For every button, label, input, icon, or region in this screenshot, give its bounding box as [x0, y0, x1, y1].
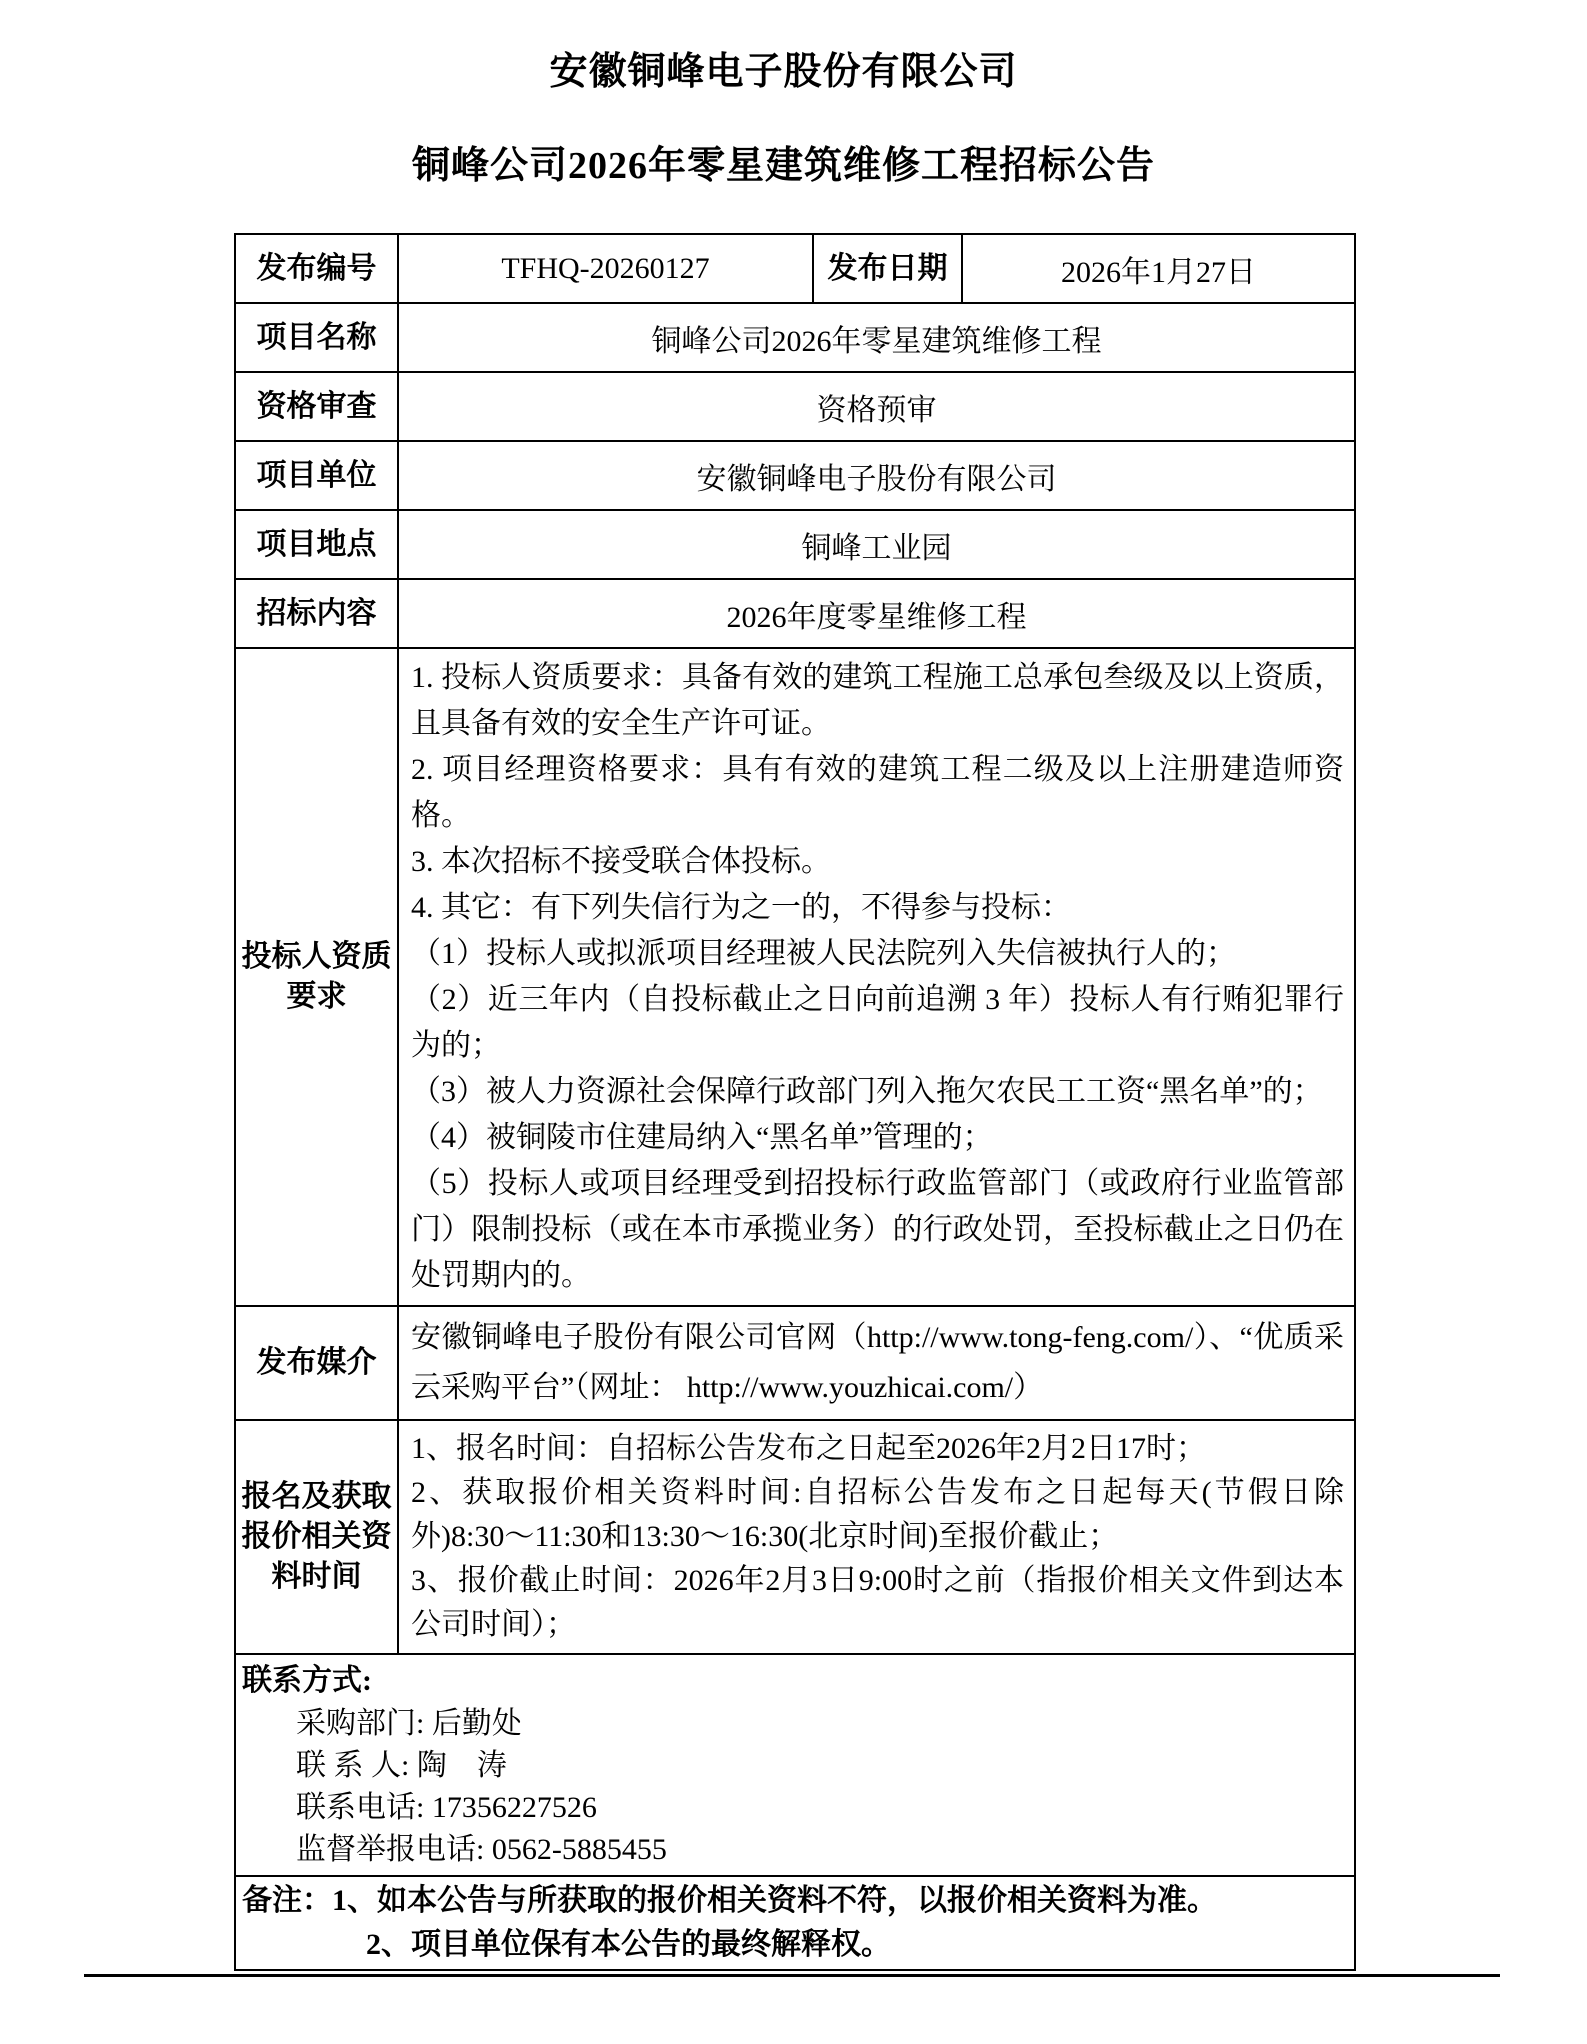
- qualification-item: 3. 本次招标不接受联合体投标。: [411, 845, 831, 878]
- publish-media-text: 安徽铜峰电子股份有限公司官网（http://www.tong-feng.com/）、“优质采云采购平台”（网址： http://www.youzhicai.com/）: [398, 1306, 1355, 1420]
- table-row-project-name: [235, 303, 1355, 372]
- schedule-text: [398, 1420, 1355, 1654]
- doc-subtitle: 铜峰公司2026年零星建筑维修工程招标公告: [411, 145, 1155, 187]
- value-qualification-review: 资格预审: [398, 372, 1355, 441]
- contact-section: [235, 1654, 1355, 1876]
- doc-title: 安徽铜峰电子股份有限公司: [549, 51, 1018, 93]
- qualification-item: 1. 投标人资质要求：具备有效的建筑工程施工总承包叁级及以上资质，且具备有效的安全生产许可证。: [411, 661, 1344, 740]
- qualification-item: （2）近三年内（自投标截止之日向前追溯 3 年）投标人有行贿犯罪行为的；: [411, 983, 1344, 1062]
- remarks-items: [332, 1879, 1217, 1967]
- page-footer-rule: [84, 1974, 1500, 1977]
- contact-person: 联 系 人: 陶 涛: [296, 1749, 507, 1782]
- label-publish-date: 发布日期: [813, 234, 962, 303]
- contact-department: 采购部门: 后勤处: [296, 1707, 522, 1740]
- table-row-contact: [235, 1654, 1355, 1876]
- table-row-publish-media: [235, 1306, 1355, 1420]
- value-project-location: 铜峰工业园: [398, 510, 1355, 579]
- contact-report-phone: 监督举报电话: 0562-5885455: [296, 1833, 667, 1866]
- label-project-unit: 项目单位: [235, 441, 398, 510]
- bidder-qualification-text: [398, 648, 1355, 1306]
- qualification-item: （4）被铜陵市住建局纳入“黑名单”管理的；: [411, 1121, 993, 1154]
- table-row-publish: [235, 234, 1355, 303]
- remarks-label: 备注：: [242, 1884, 332, 1917]
- table-row-qualification-review: [235, 372, 1355, 441]
- remarks-section: [235, 1876, 1355, 1970]
- schedule-item: 2、获取报价相关资料时间:自招标公告发布之日起每天(节假日除外)8:30～11:30和13:30～16:30(北京时间)至报价截止；: [411, 1476, 1344, 1553]
- schedule-item: 1、报名时间：自招标公告发布之日起至2026年2月2日17时；: [411, 1432, 1206, 1465]
- qualification-item: 2. 项目经理资格要求：具有有效的建筑工程二级及以上注册建造师资格。: [411, 753, 1344, 832]
- label-qualification-review: 资格审查: [235, 372, 398, 441]
- table-row-project-location: [235, 510, 1355, 579]
- label-schedule: 报名及获取报价相关资料时间: [235, 1420, 398, 1654]
- label-publish-number: 发布编号: [235, 234, 398, 303]
- value-project-unit: 安徽铜峰电子股份有限公司: [398, 441, 1355, 510]
- qualification-item: 4. 其它：有下列失信行为之一的，不得参与投标：: [411, 891, 1071, 924]
- announcement-table: [234, 233, 1356, 1971]
- label-project-name: 项目名称: [235, 303, 398, 372]
- label-publish-media: 发布媒介: [235, 1306, 398, 1420]
- schedule-item: 3、报价截止时间：2026年2月3日9:00时之前（指报价相关文件到达本公司时间）；: [411, 1564, 1344, 1641]
- label-tender-content: 招标内容: [235, 579, 398, 648]
- value-tender-content: 2026年度零星维修工程: [398, 579, 1355, 648]
- table-row-schedule: [235, 1420, 1355, 1654]
- label-project-location: 项目地点: [235, 510, 398, 579]
- value-project-name: 铜峰公司2026年零星建筑维修工程: [398, 303, 1355, 372]
- qualification-item: （3）被人力资源社会保障行政部门列入拖欠农民工工资“黑名单”的；: [411, 1075, 1323, 1108]
- value-publish-number: TFHQ-20260127: [398, 234, 813, 303]
- qualification-item: （1）投标人或拟派项目经理被人民法院列入失信被执行人的；: [411, 937, 1236, 970]
- contact-phone: 联系电话: 17356227526: [296, 1791, 597, 1824]
- label-bidder-qualification: 投标人资质要求: [235, 648, 398, 1306]
- remarks-item: 1、如本公告与所获取的报价相关资料不符，以报价相关资料为准。: [332, 1884, 1217, 1917]
- value-publish-date: 2026年1月27日: [962, 234, 1355, 303]
- table-row-bidder-qualification: [235, 648, 1355, 1306]
- remarks-item: 2、项目单位保有本公告的最终解释权。: [366, 1928, 891, 1961]
- table-row-tender-content: [235, 579, 1355, 648]
- table-row-project-unit: [235, 441, 1355, 510]
- contact-heading: 联系方式:: [242, 1664, 372, 1697]
- table-row-remarks: [235, 1876, 1355, 1970]
- qualification-item: （5）投标人或项目经理受到招投标行政监管部门（或政府行业监管部门）限制投标（或在本市承揽业务）的行政处罚，至投标截止之日仍在处罚期内的。: [411, 1167, 1344, 1292]
